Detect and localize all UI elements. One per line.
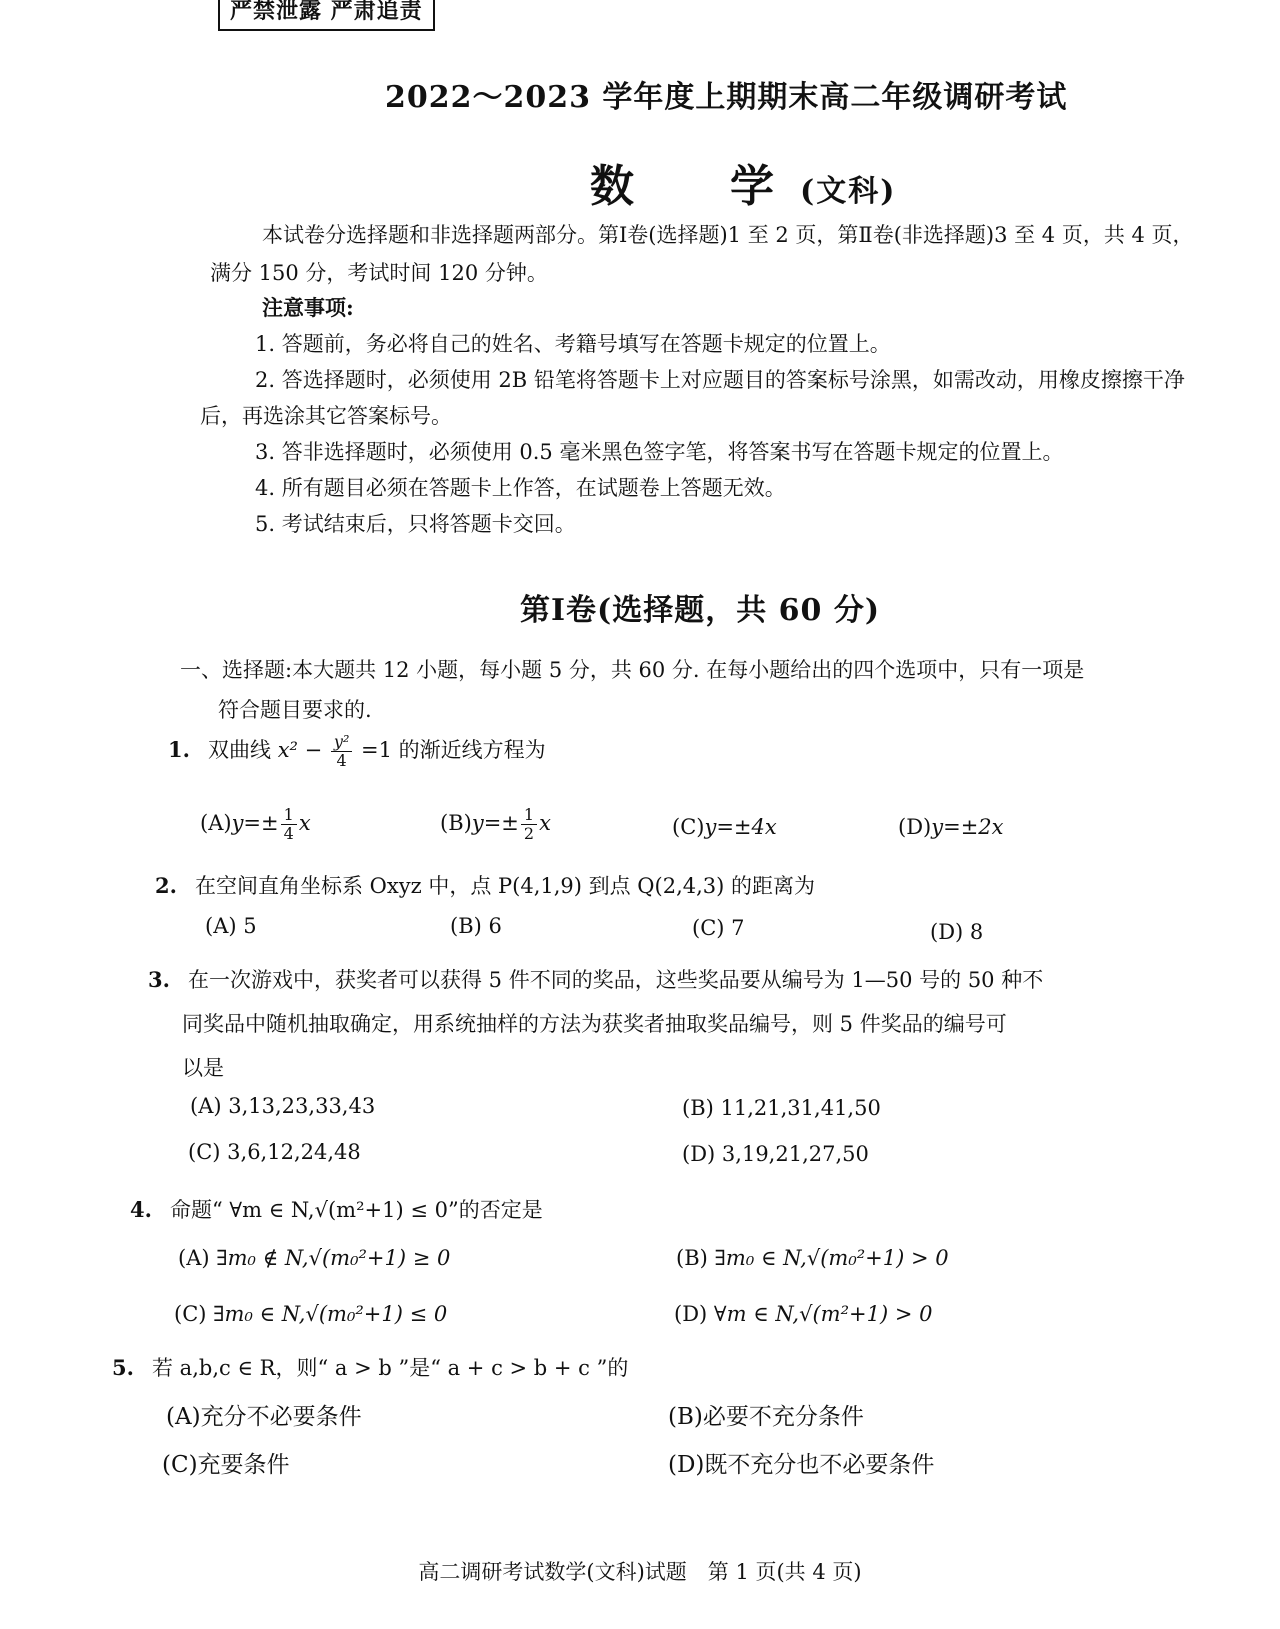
option-label: (C) <box>174 1302 207 1326</box>
confidential-stamp: 严禁泄露 严肃追责 <box>218 0 435 31</box>
option-label: (A) <box>200 811 232 835</box>
option-label: (B) <box>668 1404 703 1430</box>
fraction-denominator: 2 <box>523 824 535 843</box>
option-text: y=±2x <box>931 815 1004 839</box>
question-5-option-c <box>162 1446 290 1479</box>
question-2-option-b <box>450 914 502 938</box>
question-text: 命题“ ∀m ∈ N,√(m²+1) ≤ 0”的否定是 <box>170 1198 543 1222</box>
question-1-option-c <box>672 815 777 839</box>
question-4-stem <box>130 1194 543 1224</box>
question-1-stem <box>168 733 546 770</box>
question-3-option-c <box>188 1140 361 1164</box>
option-label: (B) <box>676 1246 708 1270</box>
part-instructions <box>180 650 1210 730</box>
fraction <box>331 733 352 770</box>
question-number: 1. <box>168 737 190 762</box>
option-label: (C) <box>188 1140 221 1164</box>
section-title: 第Ⅰ卷(选择题，共 60 分) <box>520 593 881 628</box>
notice-item: 1. 答题前，务必将自己的姓名、考籍号填写在答题卡规定的位置上。 <box>255 332 891 356</box>
option-text: 3,19,21,27,50 <box>721 1142 869 1166</box>
fraction <box>281 806 297 843</box>
page-footer: 高二调研考试数学(文科)试题 第 1 页(共 4 页) <box>418 1560 862 1584</box>
option-text: x <box>298 811 311 835</box>
exam-intro: 本试卷分选择题和非选择题两部分。第Ⅰ卷(选择题)1 至 2 页，第Ⅱ卷(非选择题)3 至 4 页，共 4 页，满分 150 分，考试时间 120 分钟。 <box>210 223 1194 285</box>
option-label: (A) <box>178 1246 210 1270</box>
subject-title <box>590 150 896 214</box>
question-1-option-d <box>898 815 1004 839</box>
question-text: 在一次游戏中，获奖者可以获得 5 件不同的奖品，这些奖品要从编号为 1—50 号的 50 种不 <box>188 968 1044 992</box>
option-text: 11,21,31,41,50 <box>720 1096 881 1120</box>
option-text: 3,13,23,33,43 <box>228 1094 376 1118</box>
option-label: (D) <box>930 920 964 944</box>
subject-track: (文科) <box>800 174 897 209</box>
question-5-option-d <box>668 1446 934 1479</box>
question-3-stem <box>148 958 1208 1090</box>
option-text: 3,6,12,24,48 <box>227 1140 361 1164</box>
fraction-denominator: 4 <box>336 751 347 770</box>
option-text: 8 <box>969 920 984 944</box>
option-label: (D) <box>674 1302 708 1326</box>
option-text: 既不充分也不必要条件 <box>704 1452 935 1478</box>
option-label: (D) <box>898 815 932 839</box>
question-2-option-a <box>205 914 257 938</box>
option-label: (D) <box>668 1452 705 1478</box>
question-1-option-a <box>200 806 311 843</box>
option-text: 充要条件 <box>197 1452 290 1478</box>
math-expression: x² − <box>277 738 329 762</box>
question-4-option-a <box>178 1246 450 1270</box>
option-label: (B) <box>440 811 472 835</box>
question-text: 若 a,b,c ∈ R，则“ a > b ”是“ a + c > b + c ”的 <box>152 1356 629 1380</box>
question-number: 4. <box>130 1197 152 1222</box>
option-text: 6 <box>488 914 502 938</box>
question-text: 在空间直角坐标系 Oxyz 中，点 P(4,1,9) 到点 Q(2,4,3) 的距离为 <box>195 874 816 898</box>
part-instructions-line: 符合题目要求的. <box>218 698 372 722</box>
question-3-option-a <box>190 1094 375 1118</box>
notice-item: 4. 所有题目必须在答题卡上作答，在试题卷上答题无效。 <box>255 476 786 500</box>
option-label: (B) <box>682 1096 714 1120</box>
fraction <box>521 806 537 843</box>
question-4-option-c <box>174 1302 447 1326</box>
option-text: 7 <box>731 916 745 940</box>
option-label: (C) <box>692 916 725 940</box>
option-text: ∃m₀ ∈ N,√(m₀²+1) ≤ 0 <box>213 1302 448 1326</box>
question-number: 5. <box>112 1355 134 1380</box>
option-text: y=± <box>471 811 519 835</box>
question-line <box>148 958 1208 1002</box>
notice-item: 2. 答选择题时，必须使用 2B 铅笔将答题卡上对应题目的答案标号涂黑，如需改动，用橡皮擦擦干净后，再选涂其它答案标号。 <box>200 368 1185 428</box>
option-label: (A) <box>205 914 237 938</box>
question-1-option-b <box>440 806 551 843</box>
question-5-stem <box>112 1352 628 1382</box>
part-instructions-line: 一、选择题:本大题共 12 小题，每小题 5 分，共 60 分. 在每小题给出的四个选项中，只有一项是 <box>180 658 1085 682</box>
notice-list <box>200 326 1210 542</box>
question-line: 以是 <box>182 1056 224 1080</box>
option-text: ∃m₀ ∉ N,√(m₀²+1) ≥ 0 <box>216 1246 451 1270</box>
option-text: ∃m₀ ∈ N,√(m₀²+1) > 0 <box>714 1246 949 1270</box>
subject-name: 数 学 <box>590 161 800 212</box>
fraction-denominator: 4 <box>283 824 294 843</box>
question-3-option-b <box>682 1096 881 1120</box>
question-line: 同奖品中随机抽取确定，用系统抽样的方法为获奖者抽取奖品编号，则 5 件奖品的编号可 <box>182 1012 1007 1036</box>
option-text: 必要不充分条件 <box>702 1404 864 1430</box>
question-5-option-b <box>668 1398 864 1431</box>
option-label: (A) <box>166 1404 201 1430</box>
question-4-option-b <box>676 1246 949 1270</box>
question-4-option-d <box>674 1302 932 1326</box>
question-5-option-a <box>166 1398 362 1431</box>
question-2-option-d <box>930 920 983 944</box>
question-number: 3. <box>148 967 170 992</box>
question-3-option-d <box>682 1142 869 1166</box>
option-label: (C) <box>162 1452 198 1478</box>
notice-item: 3. 答非选择题时，必须使用 0.5 毫米黑色签字笔，将答案书写在答题卡规定的位置上。 <box>255 440 1064 464</box>
fraction-numerator: 1 <box>521 806 537 825</box>
option-text: x <box>539 811 551 835</box>
option-label: (A) <box>190 1094 222 1118</box>
option-label: (B) <box>450 914 482 938</box>
question-number: 2. <box>155 873 177 898</box>
option-text: y=± <box>231 811 279 835</box>
fraction-numerator: y² <box>331 733 352 752</box>
question-text: 双曲线 <box>208 738 278 762</box>
question-2-option-c <box>692 916 745 940</box>
notice-heading: 注意事项: <box>262 295 354 320</box>
notice-item: 5. 考试结束后，只将答题卡交回。 <box>255 512 576 536</box>
option-text: ∀m ∈ N,√(m²+1) > 0 <box>713 1302 933 1326</box>
option-text: 5 <box>243 914 257 938</box>
option-label: (C) <box>672 815 705 839</box>
question-text: =1 的渐近线方程为 <box>354 738 546 762</box>
question-2-stem <box>155 870 815 900</box>
option-label: (D) <box>682 1142 716 1166</box>
option-text: 充分不必要条件 <box>200 1404 362 1430</box>
exam-title: 2022～2023 学年度上期期末高二年级调研考试 <box>385 80 1068 115</box>
fraction-numerator: 1 <box>281 806 297 825</box>
option-text: y=±4x <box>704 815 777 839</box>
